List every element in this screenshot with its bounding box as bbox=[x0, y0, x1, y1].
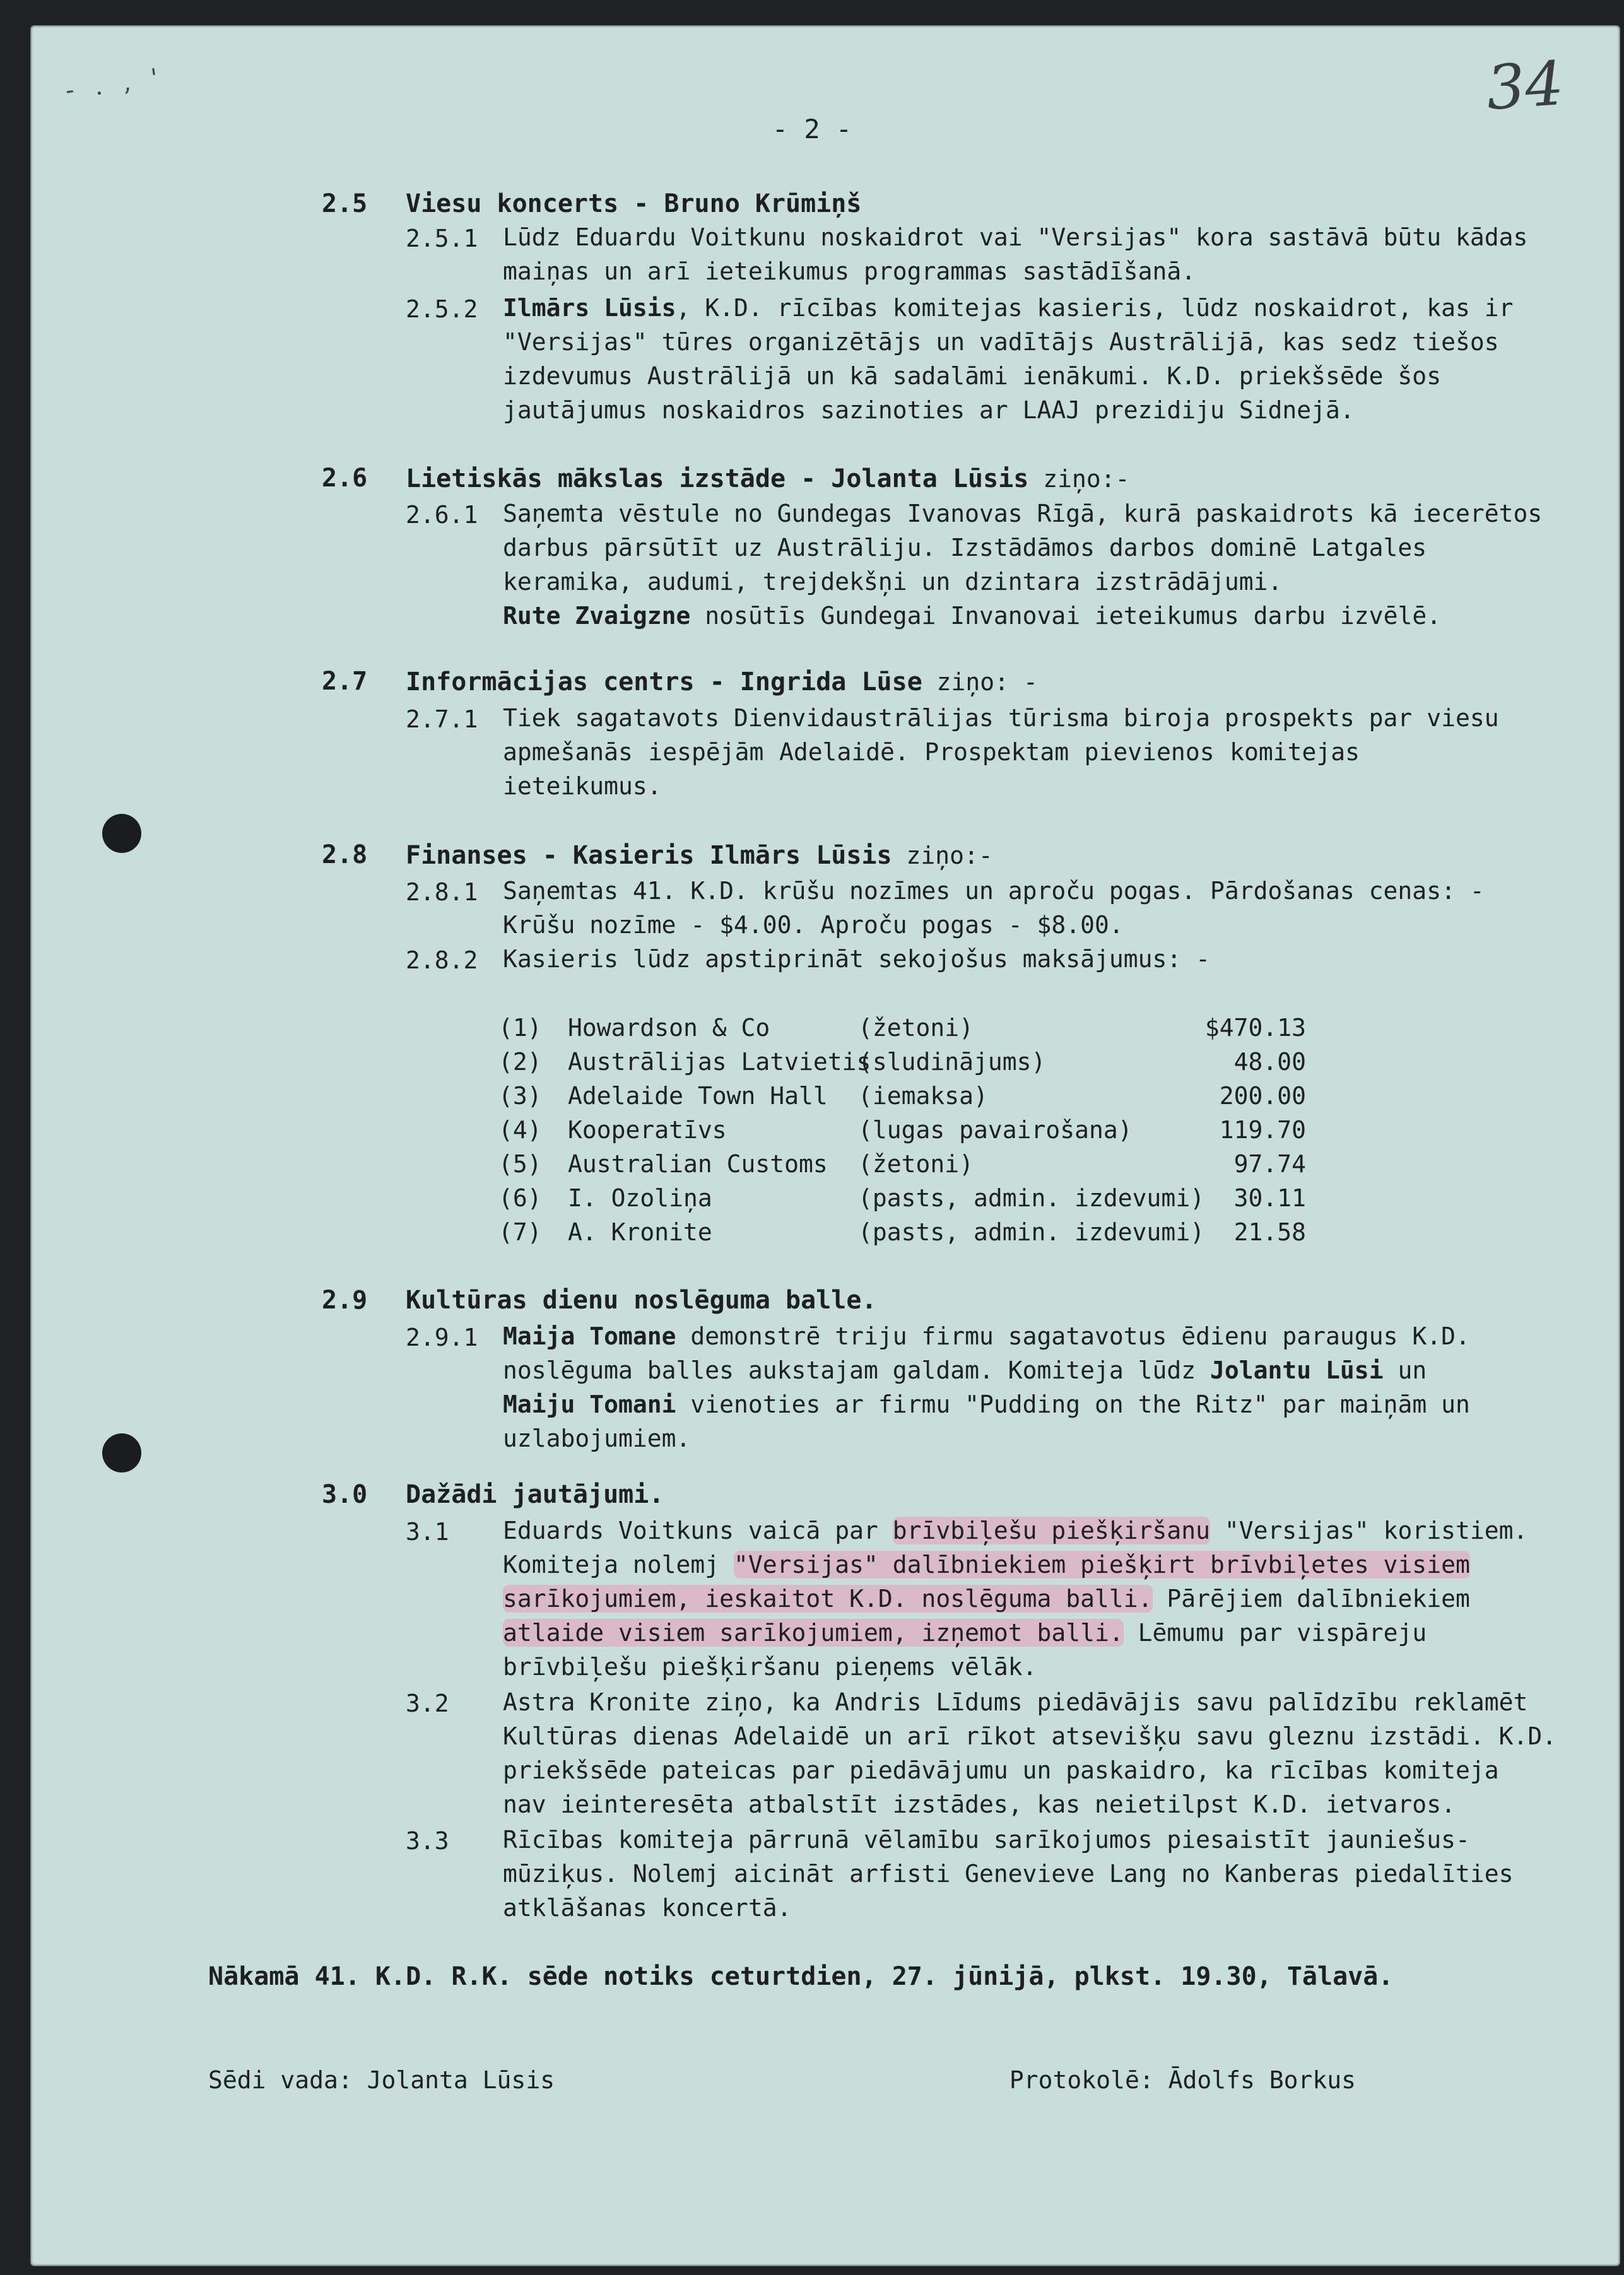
section-2-6-suffix: ziņo:- bbox=[1028, 465, 1130, 493]
payment-purpose: (žetoni) bbox=[858, 1014, 974, 1042]
item-2-9-1-line-3 bbox=[503, 1389, 1470, 1420]
item-3-1-line-1-text-a: Eduards Voitkuns vaicā par bbox=[503, 1517, 893, 1544]
item-3-3-line-3: atklāšanas koncertā. bbox=[503, 1894, 792, 1922]
section-2-8-suffix: ziņo:- bbox=[891, 842, 993, 869]
chair-signature-line: Sēdi vada: Jolanta Lūsis bbox=[208, 2066, 555, 2094]
section-2-5-title: Viesu koncerts - Bruno Krūmiņš bbox=[406, 189, 862, 218]
item-2-7-1-line-3: ieteikumus. bbox=[503, 772, 662, 800]
secretary-signature-line: Protokolē: Ādolfs Borkus bbox=[1009, 2066, 1356, 2094]
section-2-7-suffix: ziņo: - bbox=[922, 668, 1038, 696]
item-2-7-1-line-2: apmešanās iespējām Adelaidē. Prospektam pievienos komitejas bbox=[503, 738, 1360, 766]
payment-amount: 119.70 bbox=[1219, 1116, 1306, 1144]
person-name: Jolantu Lūsi bbox=[1210, 1356, 1384, 1384]
payment-payee: Austrālijas Latvietis bbox=[568, 1048, 871, 1076]
item-2-9-1-line-2-text-b: un bbox=[1383, 1356, 1427, 1384]
item-2-6-1-line-2: darbus pārsūtīt uz Austrāliju. Izstādāmos darbos dominē Latgales bbox=[503, 534, 1427, 561]
payment-index: (5) bbox=[498, 1150, 542, 1178]
payment-row bbox=[498, 1218, 1306, 1251]
payment-purpose: (pasts, admin. izdevumi) bbox=[858, 1218, 1205, 1246]
section-2-7-number: 2.7 bbox=[322, 667, 368, 696]
item-3-2-line-4: nav ieinteresēta atbalstīt izstādes, kas neietilpst K.D. ietvaros. bbox=[503, 1790, 1456, 1818]
payment-amount: 97.74 bbox=[1233, 1150, 1306, 1178]
item-2-5-2-line-3: izdevumus Austrālijā un kā sadalāmi ienākumi. K.D. priekšsēde šos bbox=[503, 362, 1442, 390]
section-2-9-number: 2.9 bbox=[322, 1286, 368, 1315]
person-name: Maiju Tomani bbox=[503, 1390, 676, 1418]
item-2-6-1-line-1: Saņemta vēstule no Gundegas Ivanovas Rīgā, kurā paskaidrots kā iecerētos bbox=[503, 500, 1543, 527]
payment-payee: A. Kronite bbox=[568, 1218, 712, 1246]
payment-row bbox=[498, 1014, 1306, 1047]
section-3-0-number: 3.0 bbox=[322, 1480, 368, 1509]
item-2-5-1-line-2: maiņas un arī ieteikumus programmas sastādīšanā. bbox=[503, 257, 1196, 285]
payment-row bbox=[498, 1082, 1306, 1115]
item-2-9-1-line-2-text-a: noslēguma balles aukstajam galdam. Komiteja lūdz bbox=[503, 1356, 1211, 1384]
item-3-1-line-3-text: Pārējiem dalībniekiem bbox=[1152, 1585, 1470, 1613]
payment-index: (4) bbox=[498, 1116, 542, 1144]
item-3-1-line-4-text: Lēmumu par vispāreju bbox=[1123, 1619, 1427, 1647]
payment-payee: Kooperatīvs bbox=[568, 1116, 727, 1144]
section-2-8-title: Finanses - Kasieris Ilmārs Lūsis bbox=[406, 841, 892, 870]
payment-amount: $470.13 bbox=[1204, 1014, 1306, 1042]
item-3-1-line-5: brīvbiļešu piešķiršanu pieņems vēlāk. bbox=[503, 1653, 1037, 1681]
section-2-8-number: 2.8 bbox=[322, 840, 368, 869]
item-3-1-line-1-text-b: "Versijas" koristiem. bbox=[1210, 1517, 1528, 1544]
item-2-9-1-line-3-text: vienoties ar firmu "Pudding on the Ritz" par maiņām un bbox=[676, 1390, 1470, 1418]
section-2-6-heading bbox=[406, 464, 1130, 494]
item-2-9-1-line-1-text: demonstrē triju firmu sagatavotus ēdienu paraugus K.D. bbox=[676, 1322, 1470, 1350]
item-2-8-1-line-2: Krūšu nozīme - $4.00. Aproču pogas - $8.00. bbox=[503, 911, 1124, 939]
highlighted-text: sarīkojumiem, ieskaitot K.D. noslēguma balli. bbox=[503, 1585, 1153, 1613]
highlighted-text: atlaide visiem sarīkojumiem, izņemot balli. bbox=[503, 1619, 1124, 1647]
highlighted-text: "Versijas" dalībniekiem piešķirt brīvbiļetes visiem bbox=[734, 1551, 1470, 1578]
payment-index: (6) bbox=[498, 1184, 542, 1212]
payment-index: (1) bbox=[498, 1014, 542, 1042]
next-meeting-note: Nākamā 41. K.D. R.K. sēde notiks ceturtdien, 27. jūnijā, plkst. 19.30, Tālavā. bbox=[208, 1962, 1394, 1991]
payment-payee: I. Ozoliņa bbox=[568, 1184, 712, 1212]
item-2-6-1-line-3: keramika, audumi, trejdekšņi un dzintara izstrādājumi. bbox=[503, 568, 1283, 596]
item-3-2-line-2: Kultūras dienas Adelaidē un arī rīkot atsevišķu savu gleznu izstādi. K.D. bbox=[503, 1722, 1557, 1750]
payment-purpose: (lugas pavairošana) bbox=[858, 1116, 1133, 1144]
item-2-8-1-number: 2.8.1 bbox=[406, 878, 478, 906]
payment-amount: 30.11 bbox=[1233, 1184, 1306, 1212]
item-3-1-line-2 bbox=[503, 1549, 1470, 1580]
highlighted-text: brīvbiļešu piešķiršanu bbox=[892, 1517, 1211, 1544]
payment-amount: 48.00 bbox=[1233, 1048, 1306, 1076]
section-2-7-heading bbox=[406, 667, 1038, 697]
payment-purpose: (pasts, admin. izdevumi) bbox=[858, 1184, 1205, 1212]
item-2-8-1-line-1: Saņemtas 41. K.D. krūšu nozīmes un aproču pogas. Pārdošanas cenas: - bbox=[503, 877, 1485, 905]
payment-index: (7) bbox=[498, 1218, 542, 1246]
item-2-5-2-line-1 bbox=[503, 293, 1513, 323]
item-3-3-number: 3.3 bbox=[406, 1827, 449, 1855]
item-2-5-2-line-2: "Versijas" tūres organizētājs un vadītājs Austrālijā, kas sedz tiešos bbox=[503, 328, 1499, 356]
person-name: Maija Tomane bbox=[503, 1322, 676, 1350]
payment-payee: Howardson & Co bbox=[568, 1014, 770, 1042]
item-2-5-2-line-1-text: , K.D. rīcības komitejas kasieris, lūdz noskaidrot, kas ir bbox=[676, 294, 1514, 322]
page-number: - 2 - bbox=[772, 114, 852, 144]
item-3-1-line-3 bbox=[503, 1584, 1470, 1614]
item-3-3-line-1: Rīcības komiteja pārrunā vēlamību sarīkojumos piesaistīt jauniešus- bbox=[503, 1826, 1470, 1854]
item-2-7-1-number: 2.7.1 bbox=[406, 705, 478, 733]
item-2-5-2-line-4: jautājumus noskaidros sazinoties ar LAAJ prezidiju Sidnejā. bbox=[503, 396, 1355, 424]
item-2-6-1-line-4-text: nosūtīs Gundegai Invanovai ieteikumus darbu izvēlē. bbox=[690, 602, 1442, 630]
item-3-3-line-2: mūziķus. Nolemj aicināt arfisti Genevieve Lang no Kanberas piedalīties bbox=[503, 1860, 1514, 1888]
item-2-8-2-line-1: Kasieris lūdz apstiprināt sekojošus maksājumus: - bbox=[503, 945, 1211, 973]
item-2-9-1-line-4: uzlabojumiem. bbox=[503, 1425, 691, 1452]
item-3-1-line-4 bbox=[503, 1618, 1427, 1648]
pencil-mark: - . , ' bbox=[63, 62, 167, 105]
payment-amount: 200.00 bbox=[1219, 1082, 1306, 1110]
payment-purpose: (žetoni) bbox=[858, 1150, 974, 1178]
item-3-2-line-1: Astra Kronite ziņo, ka Andris Līdums piedāvājis savu palīdzību reklamēt bbox=[503, 1688, 1528, 1716]
section-2-9-title: Kultūras dienu noslēguma balle. bbox=[406, 1286, 877, 1315]
payment-index: (3) bbox=[498, 1082, 542, 1110]
payment-row bbox=[498, 1048, 1306, 1081]
item-3-1-line-2-text: Komiteja nolemj bbox=[503, 1551, 734, 1578]
section-3-0-title: Dažādi jautājumi. bbox=[406, 1480, 664, 1509]
item-3-1-line-1 bbox=[503, 1515, 1527, 1546]
section-2-6-title: Lietiskās mākslas izstāde - Jolanta Lūsis bbox=[406, 464, 1029, 493]
item-2-9-1-line-1 bbox=[503, 1321, 1470, 1351]
item-2-7-1-line-1: Tiek sagatavots Dienvidaustrālijas tūrisma biroja prospekts par viesu bbox=[503, 704, 1499, 732]
item-2-9-1-line-2 bbox=[503, 1355, 1427, 1385]
item-2-8-2-number: 2.8.2 bbox=[406, 946, 478, 974]
item-2-5-2-number: 2.5.2 bbox=[406, 295, 478, 323]
payment-payee: Adelaide Town Hall bbox=[568, 1082, 828, 1110]
item-3-2-line-3: priekšsēde pateicas par piedāvājumu un paskaidro, ka rīcības komiteja bbox=[503, 1756, 1499, 1784]
payment-row bbox=[498, 1150, 1306, 1183]
item-2-5-1-number: 2.5.1 bbox=[406, 225, 478, 252]
item-2-6-1-line-4 bbox=[503, 601, 1441, 631]
person-name: Rute Zvaigzne bbox=[503, 602, 691, 630]
payment-row bbox=[498, 1184, 1306, 1217]
payment-payee: Australian Customs bbox=[568, 1150, 828, 1178]
item-2-6-1-number: 2.6.1 bbox=[406, 501, 478, 529]
person-name: Ilmārs Lūsis bbox=[503, 294, 676, 322]
section-2-6-number: 2.6 bbox=[322, 464, 368, 493]
item-3-1-number: 3.1 bbox=[406, 1518, 449, 1546]
section-2-7-title: Informācijas centrs - Ingrida Lūse bbox=[406, 667, 922, 697]
section-2-8-heading bbox=[406, 840, 993, 871]
payment-row bbox=[498, 1116, 1306, 1149]
payment-purpose: (iemaksa) bbox=[858, 1082, 988, 1110]
handwritten-folio-number: 34 bbox=[1484, 47, 1566, 124]
section-2-5-number: 2.5 bbox=[322, 189, 368, 218]
item-3-2-number: 3.2 bbox=[406, 1690, 449, 1717]
item-2-9-1-number: 2.9.1 bbox=[406, 1324, 478, 1351]
item-2-5-1-line-1: Lūdz Eduardu Voitkunu noskaidrot vai "Versijas" kora sastāvā būtu kādas bbox=[503, 223, 1528, 251]
payment-index: (2) bbox=[498, 1048, 542, 1076]
payment-purpose: (sludinājums) bbox=[858, 1048, 1046, 1076]
payment-amount: 21.58 bbox=[1233, 1218, 1306, 1246]
